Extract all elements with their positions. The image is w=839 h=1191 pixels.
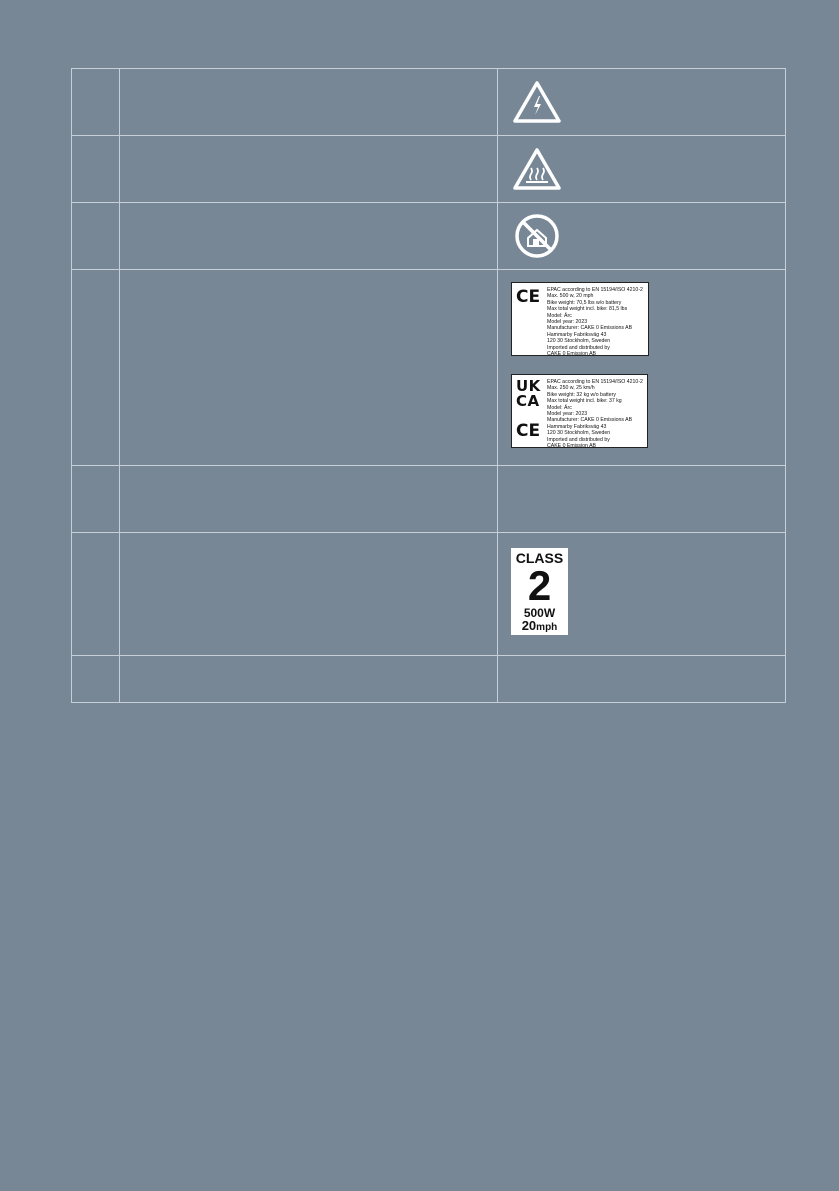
symbols-table: [71, 68, 786, 703]
table-row: [72, 69, 786, 136]
class-title: CLASS: [515, 550, 564, 566]
table-row: [72, 533, 786, 656]
label-line: Manufacturer: CAKE 0 Emissions AB: [547, 325, 633, 332]
symbol-cell: [498, 69, 786, 136]
symbol-cell: [498, 270, 786, 466]
label-line: Imported and distributed by: [547, 344, 610, 351]
label-line: Hammarby Fabriksväg 43: [547, 331, 607, 338]
description-cell: [120, 656, 498, 703]
row-number-cell: [72, 203, 120, 270]
symbol-cell: [498, 136, 786, 203]
label-line: EPAC according to EN 15194/ISO 4210-2: [547, 379, 643, 385]
ce-mark: CE: [516, 421, 541, 441]
label-line: CAKE 0 Emission AB: [547, 350, 597, 357]
row-number-cell: [72, 270, 120, 466]
label-line: 120 30 Stockholm, Sweden: [547, 430, 611, 437]
label-line: Hammarby Fabriksväg 43: [547, 423, 607, 430]
row-number-cell: [72, 533, 120, 656]
label-text: [547, 287, 645, 357]
class-speed-value: 20: [521, 618, 537, 633]
symbol-cell: [498, 533, 786, 656]
table-row: [72, 466, 786, 533]
symbol-cell: [498, 466, 786, 533]
symbol-cell: [498, 656, 786, 703]
table-row: [72, 203, 786, 270]
row-number-cell: [72, 466, 120, 533]
class-speed-unit: mph: [536, 622, 558, 633]
label-line: Manufacturer: CAKE 0 Emissions AB: [547, 417, 633, 424]
description-cell: [120, 466, 498, 533]
row-number-cell: [72, 656, 120, 703]
class-2-label: [511, 548, 568, 635]
high-voltage-warning-icon: [511, 69, 785, 130]
description-cell: [120, 203, 498, 270]
label-line: Max total weight incl. bike: 81,5 lbs: [547, 306, 628, 313]
row-number-cell: [72, 69, 120, 136]
label-line: Max. 250 w, 25 km/h: [547, 385, 595, 392]
symbol-cell: [498, 203, 786, 270]
label-line: Model year: 2023: [547, 318, 588, 325]
table-row: [72, 270, 786, 466]
label-line: CAKE 0 Emission AB: [547, 442, 597, 449]
ce-mark: CE: [516, 287, 541, 307]
ce-rating-label: [511, 282, 649, 356]
ukca-mark: UK CA: [516, 377, 541, 410]
ukca-rating-label: [511, 374, 648, 448]
table-row: [72, 656, 786, 703]
description-cell: [120, 270, 498, 466]
class-number: 2: [527, 562, 552, 609]
class-power: 500W: [523, 606, 556, 620]
label-line: Model: Ärc: [547, 312, 572, 319]
label-line: Imported and distributed by: [547, 436, 610, 443]
label-line: Bike weight: 70,5 lbs w/o battery: [547, 299, 622, 306]
label-line: 120 30 Stockholm, Sweden: [547, 338, 611, 345]
label-line: EPAC according to EN 15194/ISO 4210-2: [547, 287, 643, 293]
label-line: Bike weight: 32 kg w/o battery: [547, 391, 616, 398]
row-number-cell: [72, 136, 120, 203]
class-speed: [511, 619, 568, 634]
description-cell: [120, 533, 498, 656]
label-text: [547, 379, 644, 449]
table-row: [72, 136, 786, 203]
label-line: Max total weight incl. bike: 37 kg: [547, 398, 622, 405]
description-cell: [120, 69, 498, 136]
label-line: Model year: 2023: [547, 410, 588, 417]
label-line: Model: Ärc: [547, 404, 572, 411]
no-household-disposal-icon: [511, 203, 785, 264]
description-cell: [120, 136, 498, 203]
hot-surface-warning-icon: [511, 136, 785, 197]
label-line: Max. 500 w, 20 mph: [547, 293, 594, 300]
